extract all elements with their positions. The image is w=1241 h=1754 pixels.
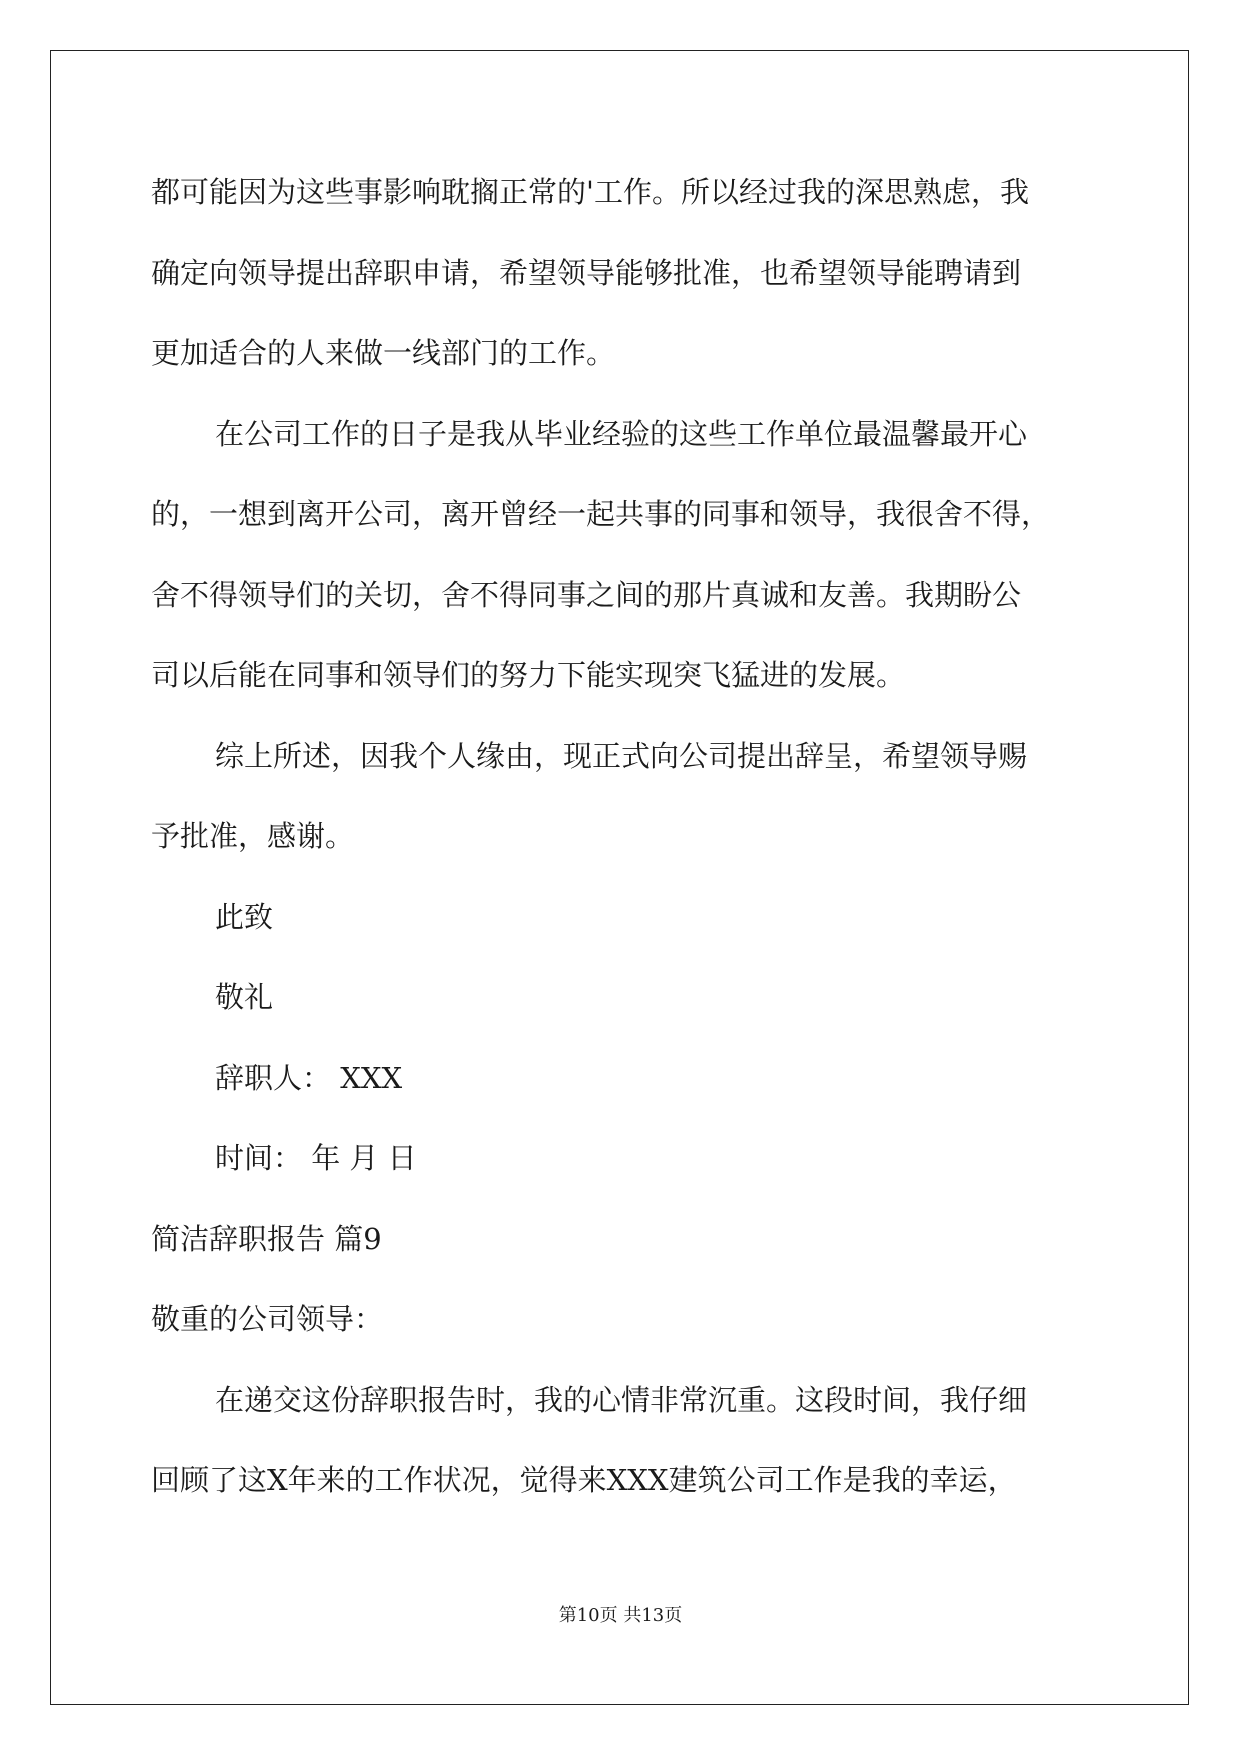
paragraph-start-line: 综上所述，因我个人缘由，现正式向公司提出辞呈，希望领导赐 — [215, 739, 1028, 773]
body-line: 回顾了这X年来的工作状况，觉得来XXX建筑公司工作是我的幸运， — [151, 1463, 1017, 1497]
closing-regards: 敬礼 — [215, 980, 274, 1014]
page-number-footer: 第10页 共13页 — [558, 1605, 683, 1626]
letter-greeting: 敬重的公司领导： — [151, 1302, 384, 1336]
body-line: 更加适合的人来做一线部门的工作。 — [151, 336, 616, 370]
body-line: 都可能因为这些事影响耽搁正常的'工作。所以经过我的深思熟虑，我 — [151, 175, 1029, 209]
date-line: 时间： 年 月 日 — [215, 1141, 417, 1175]
paragraph-start-line: 在公司工作的日子是我从毕业经验的这些工作单位最温馨最开心 — [215, 417, 1028, 451]
body-line: 确定向领导提出辞职申请，希望领导能够批准，也希望领导能聘请到 — [151, 256, 1022, 290]
body-line: 舍不得领导们的关切，舍不得同事之间的那片真诚和友善。我期盼公 — [151, 578, 1022, 612]
body-line: 的，一想到离开公司，离开曾经一起共事的同事和领导，我很舍不得， — [151, 497, 1051, 531]
signature-line: 辞职人： XXX — [215, 1061, 403, 1095]
section-heading: 简洁辞职报告 篇9 — [151, 1222, 382, 1256]
body-line: 予批准，感谢。 — [151, 819, 355, 853]
body-line: 司以后能在同事和领导们的努力下能实现突飞猛进的发展。 — [151, 658, 906, 692]
page-border — [50, 50, 1189, 1705]
closing-salutation: 此致 — [215, 900, 274, 934]
paragraph-start-line: 在递交这份辞职报告时，我的心情非常沉重。这段时间，我仔细 — [215, 1383, 1028, 1417]
